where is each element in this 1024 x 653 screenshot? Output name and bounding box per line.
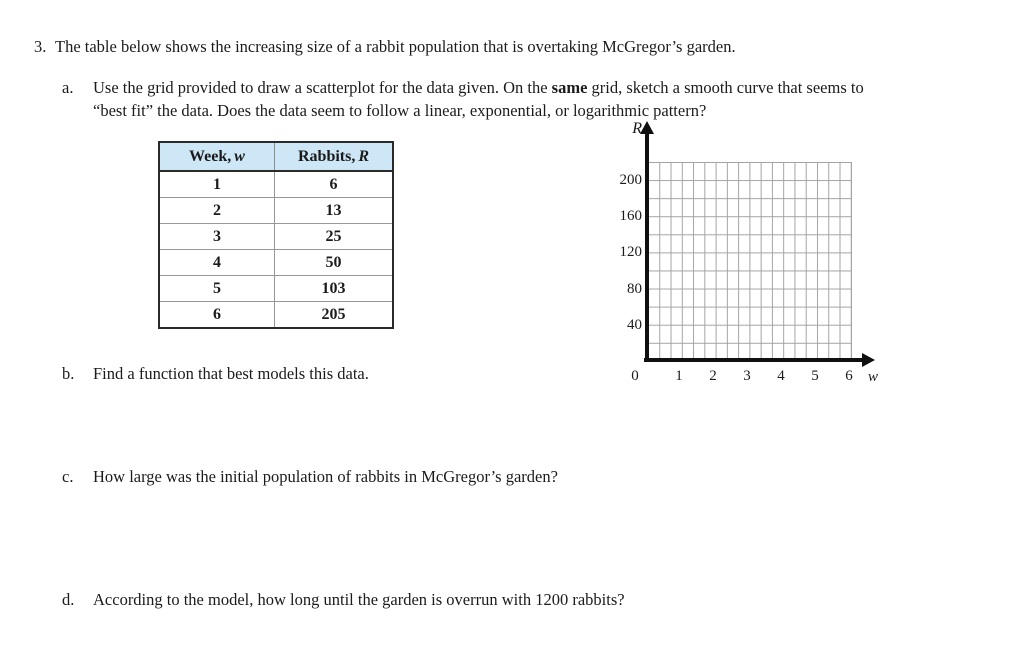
table-cell: 50 (275, 250, 394, 276)
table-row (159, 198, 393, 224)
plot-grid-figure (600, 115, 900, 405)
part-a-seg2: grid, sketch a smooth curve that seems to (587, 78, 864, 97)
table-cell: 103 (275, 276, 394, 302)
x-tick-label: 6 (845, 368, 853, 384)
x-tick-label: 0 (631, 368, 639, 384)
part-a-seg0: Use the grid provided to draw a scatterplot for the data given. On the (93, 78, 552, 97)
y-tick-label: 40 (627, 316, 642, 333)
part-b (62, 363, 369, 386)
y-tick-label: 120 (619, 244, 642, 261)
table-cell: 3 (159, 224, 275, 250)
table-row (159, 171, 393, 198)
part-b-text: Find a function that best models this data. (93, 364, 369, 383)
x-axis-arrow-icon (862, 353, 875, 367)
table-row (159, 302, 393, 329)
y-tick-label: 200 (619, 172, 642, 189)
part-b-label: b. (62, 364, 75, 383)
question-3-heading (34, 36, 736, 57)
y-axis-label: R (632, 120, 642, 137)
part-c-text: How large was the initial population of rabbits in McGregor’s garden? (93, 467, 558, 486)
table-cell: 5 (159, 276, 275, 302)
x-tick-label: 3 (743, 368, 751, 384)
table-row (159, 224, 393, 250)
x-tick-label: 1 (675, 368, 683, 384)
part-d-label: d. (62, 590, 75, 609)
x-tick-label: 5 (811, 368, 819, 384)
x-axis-line (644, 358, 864, 362)
y-axis-arrow-icon (640, 121, 654, 134)
y-axis-line (645, 133, 649, 362)
part-c-label: c. (62, 467, 74, 486)
table-cell: 6 (275, 171, 394, 198)
table-cell: 2 (159, 198, 275, 224)
table-cell: 4 (159, 250, 275, 276)
table-cell: 205 (275, 302, 394, 329)
part-a-bold-same: same (551, 78, 588, 97)
table-cell: 13 (275, 198, 394, 224)
rabbit-data-table (158, 141, 394, 329)
table-header-week: Week, w (159, 142, 275, 171)
y-tick-label: 160 (619, 208, 642, 225)
part-a-label: a. (62, 78, 74, 97)
part-d-text: According to the model, how long until the garden is overrun with 1200 rabbits? (93, 590, 625, 609)
x-tick-label: 4 (777, 368, 785, 384)
x-axis-label: w (868, 369, 879, 385)
y-tick-label: 80 (627, 280, 642, 297)
week-variable: w (234, 147, 245, 165)
rabbits-variable: R (358, 147, 370, 165)
question-number: 3. (34, 37, 47, 56)
table-header-row (159, 142, 393, 171)
data-table-body (159, 171, 393, 328)
table-cell: 6 (159, 302, 275, 329)
table-cell: 25 (275, 224, 394, 250)
part-d (62, 589, 625, 612)
plot-grid (648, 162, 852, 361)
table-header-rabbits: Rabbits, R (275, 142, 394, 171)
table-cell: 1 (159, 171, 275, 198)
question-text: The table below shows the increasing size of a rabbit population that is overtaking McGregor’s garden. (55, 37, 736, 56)
table-row (159, 276, 393, 302)
x-tick-label: 2 (709, 368, 717, 384)
part-a-seg3: “best fit” the data. Does the data seem to follow a linear, exponential, or logarithmic pattern? (93, 100, 707, 120)
table-row (159, 250, 393, 276)
part-c (62, 466, 558, 489)
